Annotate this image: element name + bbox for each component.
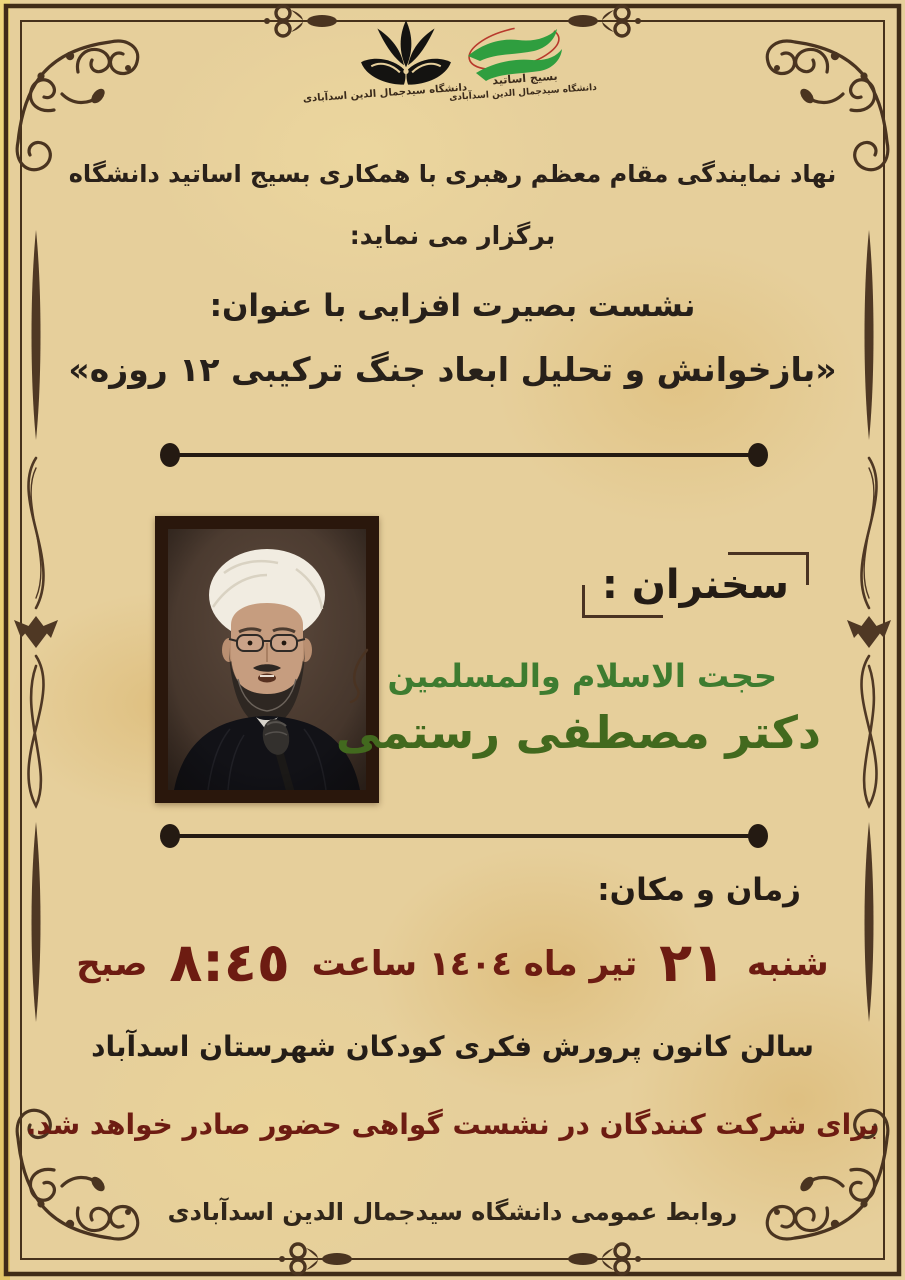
intro-line-2: برگزار می نماید: [349,221,556,250]
university-logo-caption: دانشگاه سیدجمال الدین اسدآبادی [302,82,468,105]
intro-line-1: نهاد نمایندگی مقام معظم رهبری با همکاری بسیج اساتید دانشگاه [68,160,837,188]
speaker-label-text: سخنران : [601,562,789,608]
schedule-label: زمان و مکان: [597,872,801,908]
speaker-honorific-row [347,648,777,704]
speaker-honorific: حجت الاسلام والمسلمین [387,657,777,695]
calligraphic-flourish-icon [347,648,373,704]
event-title-line-2: «بازخوانش و تحلیل ابعاد جنگ ترکیبی ۱۲ روزه» [68,350,837,389]
event-location: سالن کانون پرورش فکری کودکان شهرستان اسدآباد [91,1030,814,1063]
speaker-name: دکتر مصطفی رستمی [335,706,821,759]
bracket-bottom-left [582,585,663,618]
speaker-section-label [582,552,809,618]
basij-logo-caption-line2: دانشگاه سیدجمال الدین اسدآبادی [448,82,598,104]
divider-top [160,443,768,467]
corner-flourish-top-right [767,41,888,170]
outer-frame-line [6,6,899,1274]
datetime-period: صبح [76,944,148,984]
footer-credit: روابط عمومی دانشگاه سیدجمال الدین اسدآبادی [167,1198,738,1226]
datetime-day-word: شنبه [746,944,829,984]
divider-middle [160,824,768,848]
datetime-day-number: ۲۱ [659,931,726,994]
certificate-note: برای شرکت کنندگان در نشست گواهی حضور صادر خواهد شد. [25,1108,880,1141]
datetime-time: ٨:٤٥ [169,931,290,994]
event-title-line-1: نشست بصیرت افزایی با عنوان: [209,288,696,324]
speaker-photo-frame [155,516,379,803]
bracket-top-right [728,552,809,585]
inner-frame-line [21,21,884,1259]
event-datetime [0,931,905,994]
basij-logo-caption-line1: بسیج اساتید [491,69,558,88]
datetime-middle: تیر ماه ١٤٠٤ ساعت [311,944,638,984]
corner-flourish-top-left [17,41,138,170]
university-logo-icon [358,18,454,88]
